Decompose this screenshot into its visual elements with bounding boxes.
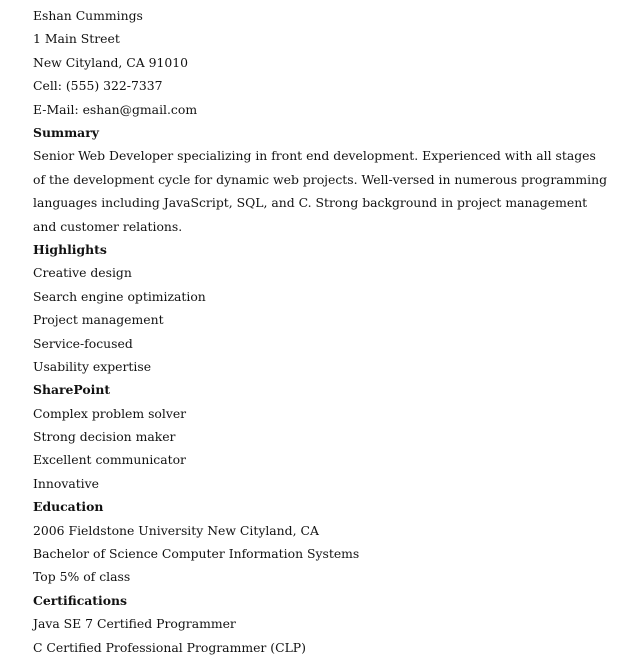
sharepoint-item: Strong decision maker	[33, 429, 176, 445]
education-heading: Education	[33, 499, 104, 515]
sharepoint-item: Innovative	[33, 475, 99, 491]
summary-text: Senior Web Developer specializing in front end development. Experienced with all stages of the development cycle for dynamic web projects. Well-versed in numerous programming languages including JavaScript, SQL, and C. Strong background in project management and customer relations.	[33, 148, 608, 234]
education-item: Top 5% of class	[33, 569, 131, 585]
sharepoint-heading: SharePoint	[33, 382, 111, 398]
certification-item: C Certified Professional Programmer (CLP)	[33, 639, 306, 655]
highlight-item: Search engine optimization	[33, 288, 206, 304]
contact-name: Eshan Cummings	[33, 8, 143, 23]
contact-cell: Cell: (555) 322-7337	[33, 78, 163, 94]
highlight-item: Project management	[33, 312, 164, 328]
highlight-item: Creative design	[33, 265, 132, 281]
contact-street: 1 Main Street	[33, 31, 120, 47]
contact-city: New Cityland, CA 91010	[33, 54, 189, 70]
contact-email: E-Mail: eshan@gmail.com	[33, 101, 198, 117]
highlights-heading: Highlights	[33, 241, 107, 257]
resume-document	[33, 4, 613, 659]
certification-item: Java SE 7 Certified Programmer	[33, 616, 236, 632]
certifications-heading: Certifications	[33, 592, 127, 608]
highlight-item: Service-focused	[33, 335, 133, 351]
summary-heading: Summary	[33, 124, 99, 140]
sharepoint-item: Excellent communicator	[33, 452, 186, 468]
education-item: Bachelor of Science Computer Information Systems	[33, 546, 360, 562]
education-item: 2006 Fieldstone University New Cityland, CA	[33, 522, 319, 538]
highlight-item: Usability expertise	[33, 358, 152, 374]
sharepoint-item: Complex problem solver	[33, 405, 187, 421]
